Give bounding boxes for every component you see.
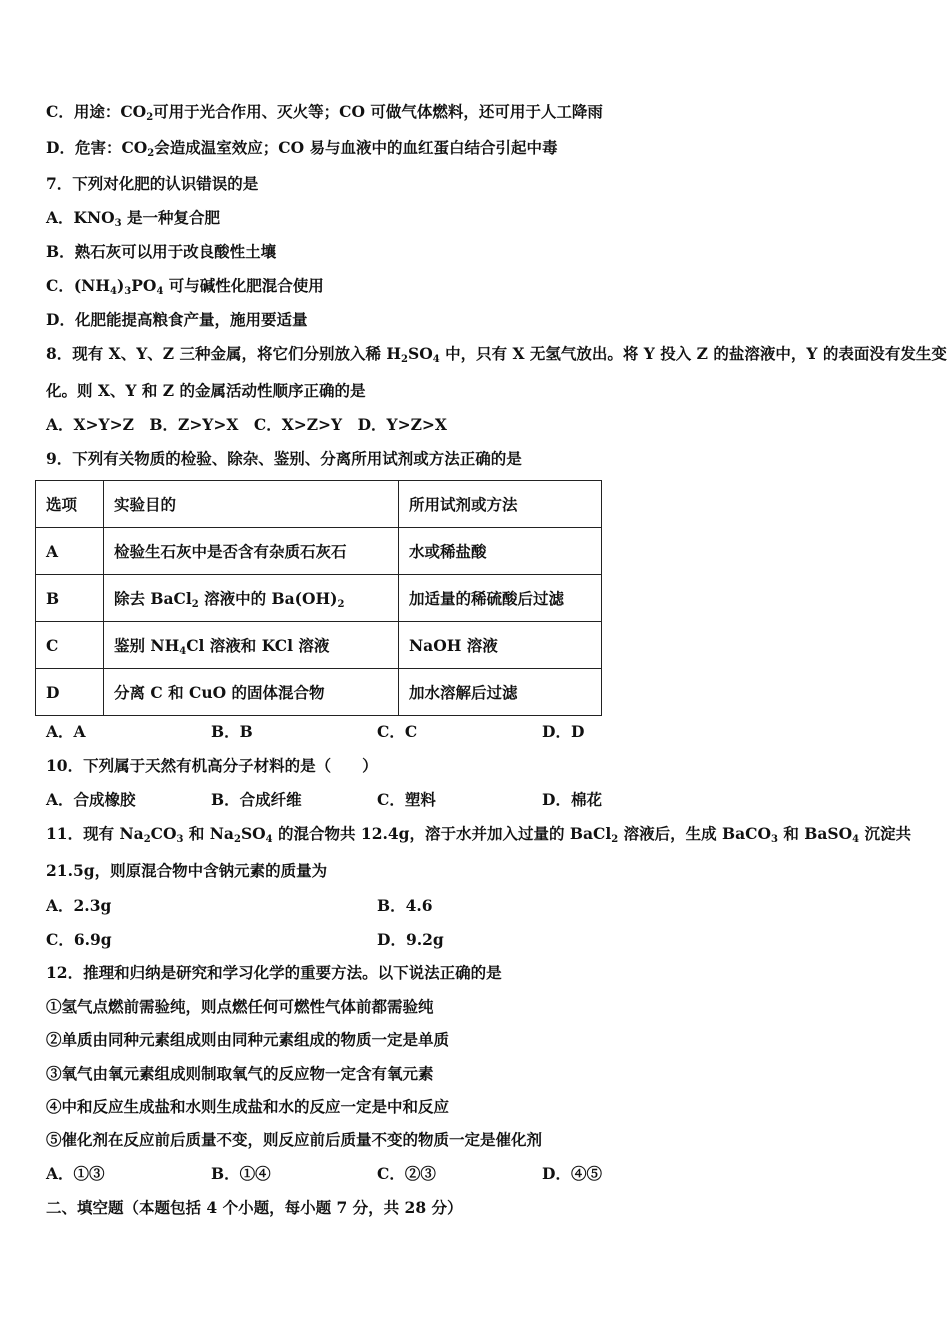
table-cell: 检验生石灰中是否含有杂质石灰石	[104, 528, 399, 575]
q6-option-c: C．用途：$CO_2$可用于光合作用、灭火等；CO 可做气体燃料，还可用于人工降雨	[46, 102, 603, 123]
table-header-cell: 选项	[36, 481, 104, 528]
table-cell: A	[36, 528, 104, 575]
q11-option-d: D．9.2g	[377, 930, 444, 949]
q12-stem: 12．推理和归纳是研究和学习化学的重要方法。以下说法正确的是	[46, 963, 502, 982]
q9-option-a: A．A	[46, 722, 86, 741]
q11-stem-line2: 21.5g，则原混合物中含钠元素的质量为	[46, 861, 328, 880]
table-cell: 加水溶解后过滤	[399, 669, 602, 716]
q12-option-d: D．④⑤	[542, 1164, 602, 1183]
q7-option-a: A．$KNO_3$ 是一种复合肥	[46, 208, 221, 229]
table-cell: D	[36, 669, 104, 716]
table-row	[36, 528, 602, 575]
q11-option-c: C．6.9g	[46, 930, 112, 949]
table-cell: C	[36, 622, 104, 669]
q12-statement-5: ⑤催化剂在反应前后质量不变，则反应前后质量不变的物质一定是催化剂	[46, 1130, 543, 1149]
q7-stem: 7．下列对化肥的认识错误的是	[46, 174, 259, 193]
q9-option-c: C．C	[377, 722, 418, 741]
q9-option-b: B．B	[211, 722, 253, 741]
q11-option-b: B．4.6	[377, 896, 433, 915]
table-row	[36, 669, 602, 716]
q12-statement-2: ②单质由同种元素组成则由同种元素组成的物质一定是单质	[46, 1030, 450, 1049]
q12-option-c: C．②③	[377, 1164, 436, 1183]
q7-option-d: D．化肥能提高粮食产量，施用要适量	[46, 310, 308, 329]
q6-option-d: D．危害：$CO_2$会造成温室效应；CO 易与血液中的血红蛋白结合引起中毒	[46, 138, 558, 159]
q8-stem-line1: 8．现有 X、Y、Z 三种金属，将它们分别放入稀 $H_2SO_4$ 中，只有 X 无氢气放出。将 Y 投入 Z 的盐溶液中，Y 的表面没有发生变	[46, 344, 947, 365]
q10-option-a: A．合成橡胶	[46, 790, 136, 809]
q10-option-d: D．棉花	[542, 790, 602, 809]
table-header-row	[36, 481, 602, 528]
q8-options: A．X>Y>Z B．Z>Y>X C．X>Z>Y D．Y>Z>X	[46, 415, 447, 434]
q12-statement-3: ③氧气由氧元素组成则制取氧气的反应物一定含有氧元素	[46, 1064, 434, 1083]
table-cell: 分离 C 和 CuO 的固体混合物	[104, 669, 399, 716]
table-cell: B	[36, 575, 104, 622]
q12-statement-4: ④中和反应生成盐和水则生成盐和水的反应一定是中和反应	[46, 1097, 450, 1116]
table-cell: 水或稀盐酸	[399, 528, 602, 575]
q10-option-b: B．合成纤维	[211, 790, 302, 809]
q11-stem-line1: 11．现有 $Na_2CO_3$ 和 $Na_2SO_4$ 的混合物共 12.4g，溶于水并加入过量的 BaCl$_2$ 溶液后，生成 BaCO$_3$ 和 BaSO$_4$ 沉淀共	[46, 824, 912, 845]
q7-option-b: B．熟石灰可以用于改良酸性土壤	[46, 242, 277, 261]
q9-option-d: D．D	[542, 722, 585, 741]
q12-option-b: B．①④	[211, 1164, 271, 1183]
table-cell: NaOH 溶液	[399, 622, 602, 669]
section-heading: 二、填空题（本题包括 4 个小题，每小题 7 分，共 28 分）	[46, 1198, 463, 1217]
table-cell: 除去 BaCl$_2$ 溶液中的 $Ba(OH)_2$	[104, 575, 399, 622]
table-cell: 鉴别 $NH_4Cl$ 溶液和 KCl 溶液	[104, 622, 399, 669]
q12-option-a: A．①③	[46, 1164, 105, 1183]
table-row	[36, 622, 602, 669]
table-header-cell: 所用试剂或方法	[399, 481, 602, 528]
q8-stem-line2: 化。则 X、Y 和 Z 的金属活动性顺序正确的是	[46, 381, 366, 400]
q9-stem: 9．下列有关物质的检验、除杂、鉴别、分离所用试剂或方法正确的是	[46, 449, 522, 468]
table-row	[36, 575, 602, 622]
table-cell: 加适量的稀硫酸后过滤	[399, 575, 602, 622]
q12-statement-1: ①氢气点燃前需验纯，则点燃任何可燃性气体前都需验纯	[46, 997, 434, 1016]
table-header-cell: 实验目的	[104, 481, 399, 528]
q10-stem: 10．下列属于天然有机高分子材料的是（ ）	[46, 756, 378, 775]
q9-table	[35, 480, 602, 716]
q10-option-c: C．塑料	[377, 790, 436, 809]
q7-option-c: C．$(NH_4)_3PO_4$ 可与碱性化肥混合使用	[46, 276, 324, 297]
q11-option-a: A．2.3g	[46, 896, 112, 915]
